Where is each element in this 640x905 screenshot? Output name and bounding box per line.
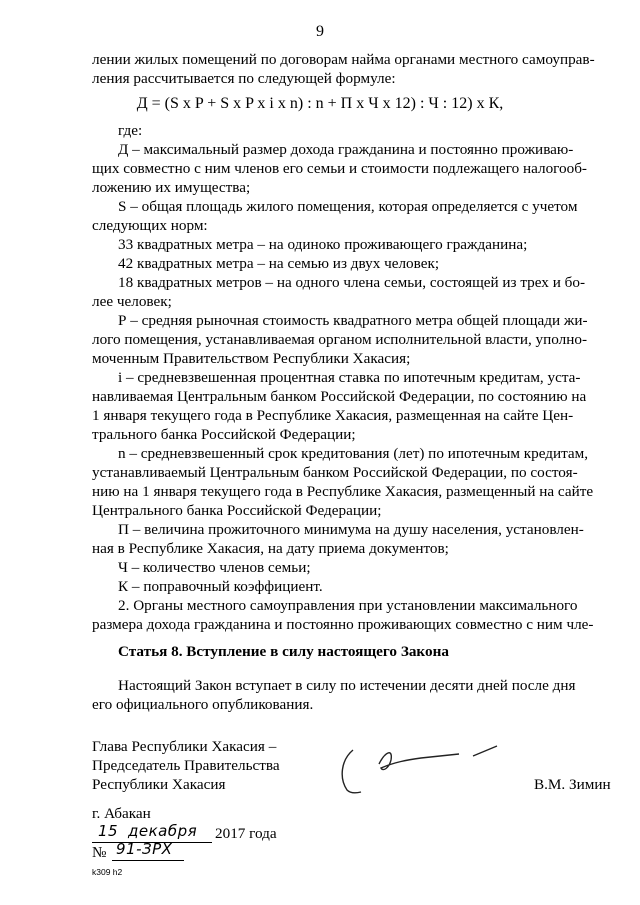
text-line: Центрального банка Российской Федерации; <box>92 502 382 519</box>
text-line: 42 квадратных метра – на семью из двух человек; <box>118 255 440 272</box>
text-line: i – средневзвешенная процентная ставка по ипотечным кредитам, уста- <box>118 369 581 386</box>
handwritten-signature <box>335 738 515 798</box>
text-line: Ч – количество членов семьи; <box>118 559 311 576</box>
date-month: декабря <box>128 822 198 840</box>
signatory-name: В.М. Зимин <box>534 776 611 793</box>
signatory-title: Республики Хакасия <box>92 776 226 793</box>
signatory-title: Председатель Правительства <box>92 757 280 774</box>
text-line: Настоящий Закон вступает в силу по истечении десяти дней после дня <box>118 677 576 694</box>
text-line: навливаемая Центральным банком Российской Федерации, по состоянию на <box>92 388 587 405</box>
text-line: К – поправочный коэффициент. <box>118 578 323 595</box>
text-line: лого помещения, устанавливаемая органом исполнительной власти, уполно- <box>92 331 588 348</box>
place: г. Абакан <box>92 805 151 822</box>
text-line: ная в Республике Хакасия, на дату приема документов; <box>92 540 449 557</box>
text-line: 33 квадратных метра – на одиноко проживающего гражданина; <box>118 236 528 253</box>
text-line: 2. Органы местного самоуправления при установлении максимального <box>118 597 578 614</box>
text-line: Р – средняя рыночная стоимость квадратного метра общей площади жи- <box>118 312 588 329</box>
footer-code: k309 h2 <box>92 867 123 877</box>
text-line: лее человек; <box>92 293 172 310</box>
text-line: трального банка Российской Федерации; <box>92 426 356 443</box>
text-line: ложению их имущества; <box>92 179 251 196</box>
text-line: щих совместно с ним членов его семьи и стоимости подлежащего налогооб- <box>92 160 587 177</box>
text-line: 18 квадратных метров – на одного члена семьи, состоящей из трех и бо- <box>118 274 585 291</box>
text-line: 1 января текущего года в Республике Хакасия, размещенная на сайте Цен- <box>92 407 574 424</box>
text-line: устанавливаемый Центральным банком Российской Федерации, по состоя- <box>92 464 578 481</box>
signatory-title: Глава Республики Хакасия – <box>92 738 277 755</box>
text-line: где: <box>118 122 143 139</box>
date-day: 15 <box>98 822 119 840</box>
text-line: лении жилых помещений по договорам найма органами местного самоупрaв- <box>92 51 595 68</box>
date-year: 2017 года <box>215 825 277 842</box>
text-line: моченным Правительством Республики Хакасия; <box>92 350 411 367</box>
number-label: № <box>92 844 107 861</box>
text-line: ления рассчитывается по следующей формуле: <box>92 70 396 87</box>
text-line: Д – максимальный размер дохода гражданина и постоянно проживаю- <box>118 141 574 158</box>
text-line: следующих норм: <box>92 217 208 234</box>
article-heading: Статья 8. Вступление в силу настоящего Закона <box>118 643 449 660</box>
law-number: 91-ЗРХ <box>116 840 173 858</box>
text-line: размера дохода гражданина и постоянно проживающих совместно с ним чле- <box>92 616 594 633</box>
formula: Д = (S x P + S x P x i x n) : n + П x Ч x 12) : Ч : 12) x К, <box>136 95 504 112</box>
text-line: n – средневзвешенный срок кредитования (лет) по ипотечным кредитам, <box>118 445 589 462</box>
text-line: П – величина прожиточного минимума на душу населения, установлен- <box>118 521 584 538</box>
text-line: S – общая площадь жилого помещения, которая определяется с учетом <box>118 198 578 215</box>
text-line: его официального опубликования. <box>92 696 314 713</box>
number-line <box>112 840 184 861</box>
page-number: 9 <box>316 23 324 40</box>
text-line: нию на 1 января текущего года в Республике Хакасия, размещенный на сайте <box>92 483 594 500</box>
